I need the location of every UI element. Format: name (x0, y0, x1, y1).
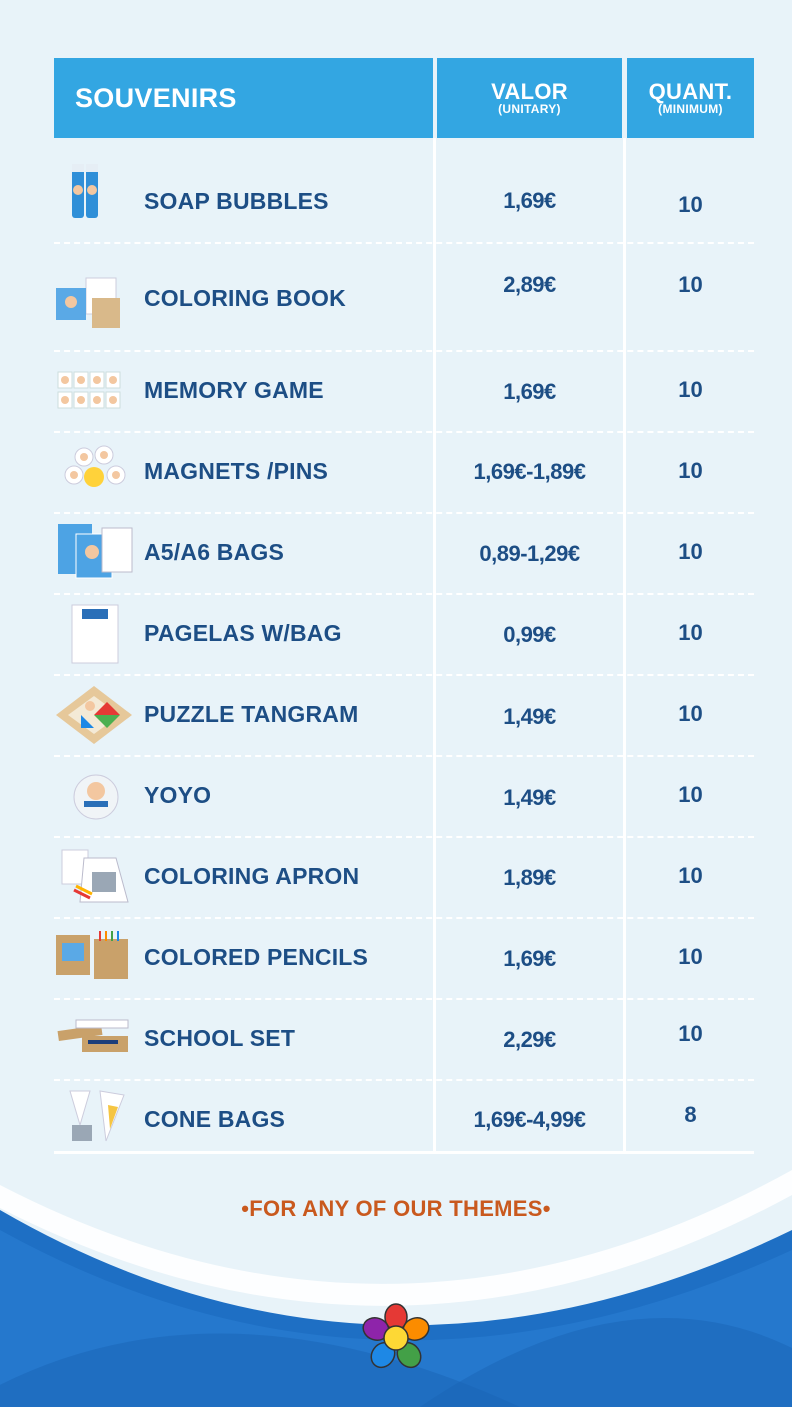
item-price: 1,49€ (503, 785, 556, 810)
memory-game-icon (54, 362, 134, 424)
school-set-icon (54, 1008, 134, 1070)
item-quantity: 10 (678, 192, 703, 217)
item-price: 2,89€ (503, 272, 556, 297)
item-price: 1,69€ (503, 946, 556, 971)
bags-icon (54, 520, 134, 582)
item-price: 1,49€ (503, 704, 556, 729)
pagelas-icon (54, 603, 134, 665)
tangram-icon (54, 684, 134, 746)
header-value-label: VALOR (491, 78, 568, 104)
apron-icon (54, 846, 134, 908)
cone-bags-icon (54, 1085, 134, 1147)
table-row (54, 838, 754, 919)
item-name: MEMORY GAME (144, 377, 324, 403)
item-quantity: 10 (678, 701, 703, 726)
item-quantity: 8 (684, 1102, 697, 1127)
item-price: 1,69€ (503, 188, 556, 213)
item-name: MAGNETS /PINS (144, 458, 329, 484)
header-qty-label: QUANT. (648, 78, 733, 104)
table-row (54, 433, 754, 514)
table-row (54, 244, 754, 352)
header-title: SOUVENIRS (75, 82, 237, 113)
table-row (54, 676, 754, 757)
item-quantity: 10 (678, 1021, 703, 1046)
item-price: 0,99€ (503, 622, 556, 647)
item-name: PUZZLE TANGRAM (144, 701, 359, 727)
item-quantity: 10 (678, 944, 703, 969)
item-quantity: 10 (678, 782, 703, 807)
item-name: SCHOOL SET (144, 1025, 296, 1051)
pencils-icon (54, 927, 134, 989)
item-name: COLORING APRON (144, 863, 360, 889)
item-price: 0,89-1,29€ (479, 541, 580, 566)
header-value (437, 58, 622, 138)
flower-logo-icon (361, 1303, 431, 1373)
item-quantity: 10 (678, 539, 703, 564)
magnets-pins-icon (54, 441, 134, 503)
table-row (54, 757, 754, 838)
item-quantity: 10 (678, 458, 703, 483)
item-price: 1,69€-1,89€ (473, 459, 586, 484)
table-row (54, 140, 754, 244)
item-name: PAGELAS W/BAG (144, 620, 342, 646)
item-quantity: 10 (678, 863, 703, 888)
item-name: CONE BAGS (144, 1106, 286, 1132)
item-price: 1,69€ (503, 379, 556, 404)
header-souvenirs (54, 58, 433, 138)
table-row (54, 514, 754, 595)
table-row (54, 919, 754, 1000)
item-name: A5/A6 BAGS (144, 539, 285, 565)
item-quantity: 10 (678, 272, 703, 297)
header-value-sub: (UNITARY) (498, 101, 561, 116)
item-name: SOAP BUBBLES (144, 188, 329, 214)
header-quantity (627, 58, 754, 138)
item-name: COLORING BOOK (144, 285, 346, 311)
soap-bubbles-icon (54, 160, 134, 222)
item-price: 1,89€ (503, 865, 556, 890)
item-price: 1,69€-4,99€ (473, 1107, 586, 1132)
coloring-book-icon (54, 272, 134, 334)
table-row (54, 1000, 754, 1081)
item-quantity: 10 (678, 377, 703, 402)
yoyo-icon (54, 763, 134, 825)
themes-note: •FOR ANY OF OUR THEMES• (241, 1196, 551, 1221)
item-quantity: 10 (678, 620, 703, 645)
item-name: YOYO (144, 782, 212, 808)
table-row (54, 595, 754, 676)
table-row (54, 352, 754, 433)
item-name: COLORED PENCILS (144, 944, 369, 970)
item-price: 2,29€ (503, 1027, 556, 1052)
header-qty-sub: (MINIMUM) (658, 101, 723, 116)
